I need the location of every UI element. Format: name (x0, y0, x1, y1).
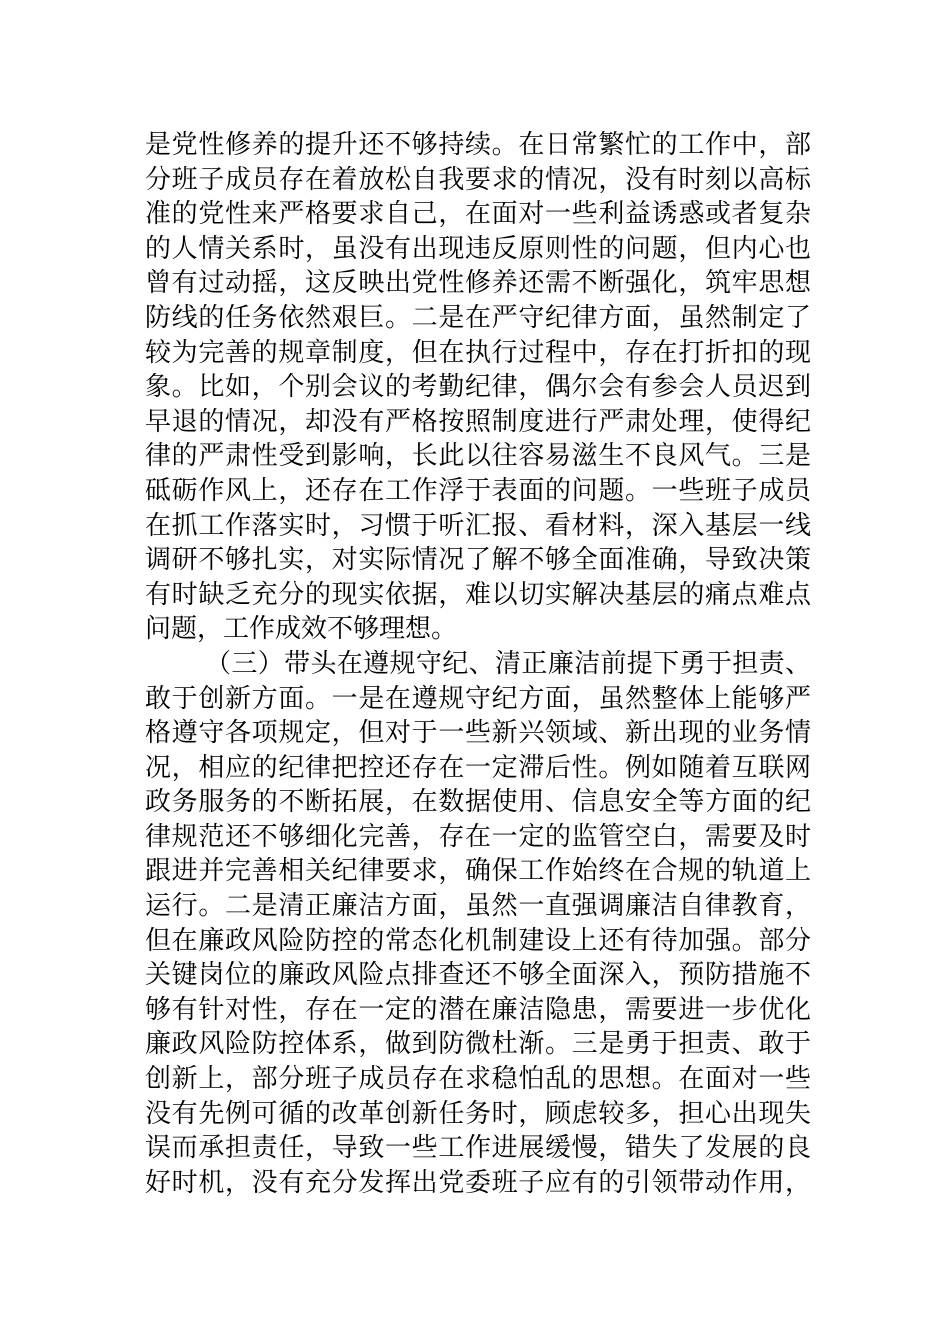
text-line: 曾有过动摇，这反映出党性修养还需不断强化，筑牢思想 (145, 268, 811, 299)
text-line: 调研不够扎实，对实际情况了解不够全面准确，导致决策 (145, 545, 811, 576)
text-line: 较为完善的规章制度，但在执行过程中，存在打折扣的现 (145, 337, 811, 368)
text-line: 跟进并完善相关纪律要求，确保工作始终在合规的轨道上 (145, 856, 811, 887)
text-line: 创新上，部分班子成员存在求稳怕乱的思想。在面对一些 (145, 1064, 811, 1095)
text-line: 关键岗位的廉政风险点排查还不够全面深入，预防措施不 (145, 960, 811, 991)
text-line: 准的党性来严格要求自己，在面对一些利益诱惑或者复杂 (145, 199, 811, 230)
text-line: 防线的任务依然艰巨。二是在严守纪律方面，虽然制定了 (145, 302, 811, 333)
text-line: 律规范还不够细化完善，存在一定的监管空白，需要及时 (145, 821, 811, 852)
text-line: 有时缺乏充分的现实依据，难以切实解决基层的痛点难点 (145, 579, 811, 610)
text-line: 是党性修养的提升还不够持续。在日常繁忙的工作中，部 (145, 130, 811, 160)
text-line: 早退的情况，却没有严格按照制度进行严肃处理，使得纪 (145, 406, 811, 437)
text-line: 问题，工作成效不够理想。 (145, 614, 458, 645)
text-line: 况，相应的纪律把控还存在一定滞后性。例如随着互联网 (145, 752, 811, 783)
text-line: 好时机，没有充分发挥出党委班子应有的引领带动作用， (145, 1167, 811, 1198)
text-line: 分班子成员存在着放松自我要求的情况，没有时刻以高标 (145, 164, 811, 195)
text-line: 敢于创新方面。一是在遵规守纪方面，虽然整体上能够严 (145, 683, 811, 714)
text-line: 政务服务的不断拓展，在数据使用、信息安全等方面的纪 (145, 787, 811, 818)
text-line: 误而承担责任，导致一些工作进展缓慢，错失了发展的良 (145, 1133, 811, 1164)
text-line: 在抓工作落实时，习惯于听汇报、看材料，深入基层一线 (145, 510, 811, 541)
text-line: 没有先例可循的改革创新任务时，顾虑较多，担心出现失 (145, 1098, 811, 1129)
text-line: 但在廉政风险防控的常态化机制建设上还有待加强。部分 (145, 925, 811, 956)
text-line: 砥砺作风上，还存在工作浮于表面的问题。一些班子成员 (145, 475, 811, 506)
section-heading-line: （三）带头在遵规守纪、清正廉洁前提下勇于担责、 (205, 648, 811, 679)
text-line: 格遵守各项规定，但对于一些新兴领域、新出现的业务情 (145, 718, 811, 749)
text-line: 够有针对性，存在一定的潜在廉洁隐患，需要进一步优化 (145, 994, 811, 1025)
text-line: 的人情关系时，虽没有出现违反原则性的问题，但内心也 (145, 233, 811, 264)
body-text (145, 128, 811, 1200)
text-line: 运行。二是清正廉洁方面，虽然一直强调廉洁自律教育， (145, 891, 811, 922)
text-line: 象。比如，个别会议的考勤纪律，偶尔会有参会人员迟到 (145, 372, 811, 403)
text-line: 廉政风险防控体系，做到防微杜渐。三是勇于担责、敢于 (145, 1029, 811, 1060)
text-line: 律的严肃性受到影响，长此以往容易滋生不良风气。三是 (145, 441, 811, 472)
